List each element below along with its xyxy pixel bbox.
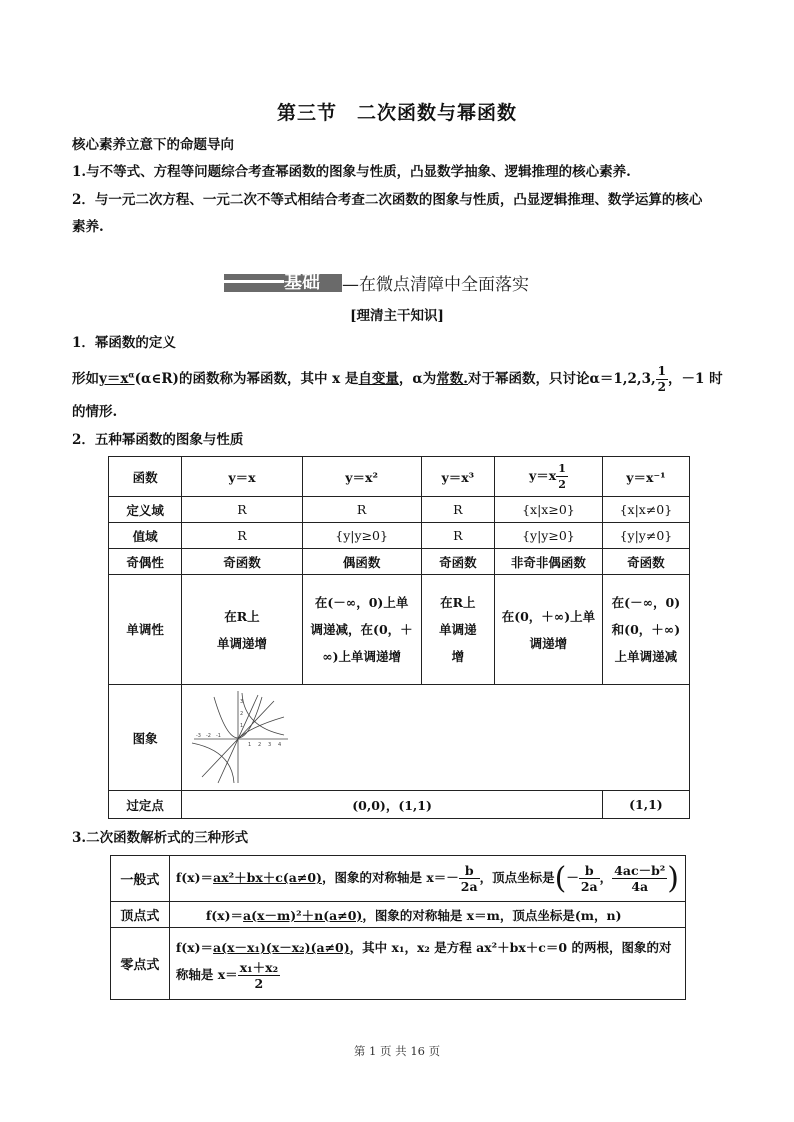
sec3-heading: 3.二次函数解析式的三种形式 [72, 830, 249, 846]
table-row: 函数 y＝x y＝x² y＝x³ y＝x $\frac{1}{2}$ y＝x⁻¹ [109, 457, 690, 497]
guide-item-2: 2．与一元二次方程、一元二次不等式相结合考查二次函数的图象与性质，凸显逻辑推理、数学运算的核心 [72, 192, 703, 208]
table-row: 零点式 f(x)＝a(x－x₁)(x－x₂)(a≠0)，其中 x₁，x₂ 是方程 ax²＋bx＋c＝0 的两根，图象的对 称轴是 x＝ $\frac{\text{x₁＋x₂}}{2}$ [111, 928, 686, 1000]
table-row: 奇偶性 奇函数 偶函数 奇函数 非奇非偶函数 奇函数 [109, 549, 690, 575]
table-row: 过定点 (0,0)，(1,1) (1,1) [109, 791, 690, 819]
curve-sqrt [238, 717, 284, 739]
quadratic-forms-table [110, 855, 686, 1000]
power-functions-graph [188, 687, 292, 785]
svg-text:4: 4 [278, 742, 282, 748]
svg-text:2: 2 [240, 711, 244, 717]
table-row: 一般式 f(x)＝ax²＋bx＋c(a≠0)，图象的对称轴是 x＝－ $\frac{b}{2a}$ ，顶点坐标是(－ $\frac{b}{2a}$ ， $\frac{\text{4ac－b²}}{4a}$ ) [111, 856, 686, 902]
page-title: 第三节 二次函数与幂函数 [276, 102, 517, 124]
svg-text:1: 1 [240, 723, 244, 729]
svg-text:-3: -3 [196, 733, 202, 739]
guide-item-1: 1.与不等式、方程等问题综合考查幂函数的图象与性质，凸显数学抽象、逻辑推理的核心素养. [72, 164, 631, 180]
guide-item-2-cont: 素养. [72, 219, 104, 235]
banner-keyword: 基础 [284, 272, 320, 293]
section-banner [224, 268, 564, 298]
svg-text:-2: -2 [206, 733, 212, 739]
sec1-heading: 1．幂函数的定义 [72, 335, 176, 351]
table-row: 定义域 R R R {x|x≥0} {x|x≠0} [109, 497, 690, 523]
curve-inv-neg [192, 743, 234, 783]
table-row: 顶点式 f(x)＝a(x－m)²＋n(a≠0)，图象的对称轴是 x＝m，顶点坐标是(m，n) [111, 902, 686, 928]
svg-text:2: 2 [258, 742, 262, 748]
svg-text:3: 3 [240, 699, 244, 705]
sec2-heading: 2．五种幂函数的图象与性质 [72, 432, 244, 448]
svg-text:3: 3 [268, 742, 272, 748]
guide-heading: 核心素养立意下的命题导向 [72, 137, 234, 153]
subheading: [理清主干知识] [350, 308, 444, 324]
power-function-table [108, 456, 690, 819]
sec1-definition: 形如$y=x^\alpha(\alpha\in R)$的函数称为幂函数，其中 x 是自变量，α为常数.对于幂函数，只讨论α＝1,2,3, $\frac{1}{2}$ ，－1 时 [72, 364, 723, 394]
table-row: 单调性 在R上 单调递增 在(－∞，0)上单 调递减，在(0，＋ ∞)上单调递增 在R上 单调递 增 在(0，＋∞)上单 调递增 在(－∞，0) 和(0，＋∞) 上单调递减 [109, 575, 690, 685]
table-row: 值域 R {y|y≥0} R {y|y≥0} {y|y≠0} [109, 523, 690, 549]
table-row: 图象 -3 -2 -1 1 2 3 4 1 2 3 [109, 685, 690, 791]
svg-text:1: 1 [248, 742, 252, 748]
sec1-definition-cont: 的情形. [72, 404, 118, 420]
svg-text:-1: -1 [216, 733, 222, 739]
banner-text: —在微点清障中全面落实 [342, 275, 529, 295]
page-footer: 第 1 页 共 16 页 [353, 1044, 441, 1058]
